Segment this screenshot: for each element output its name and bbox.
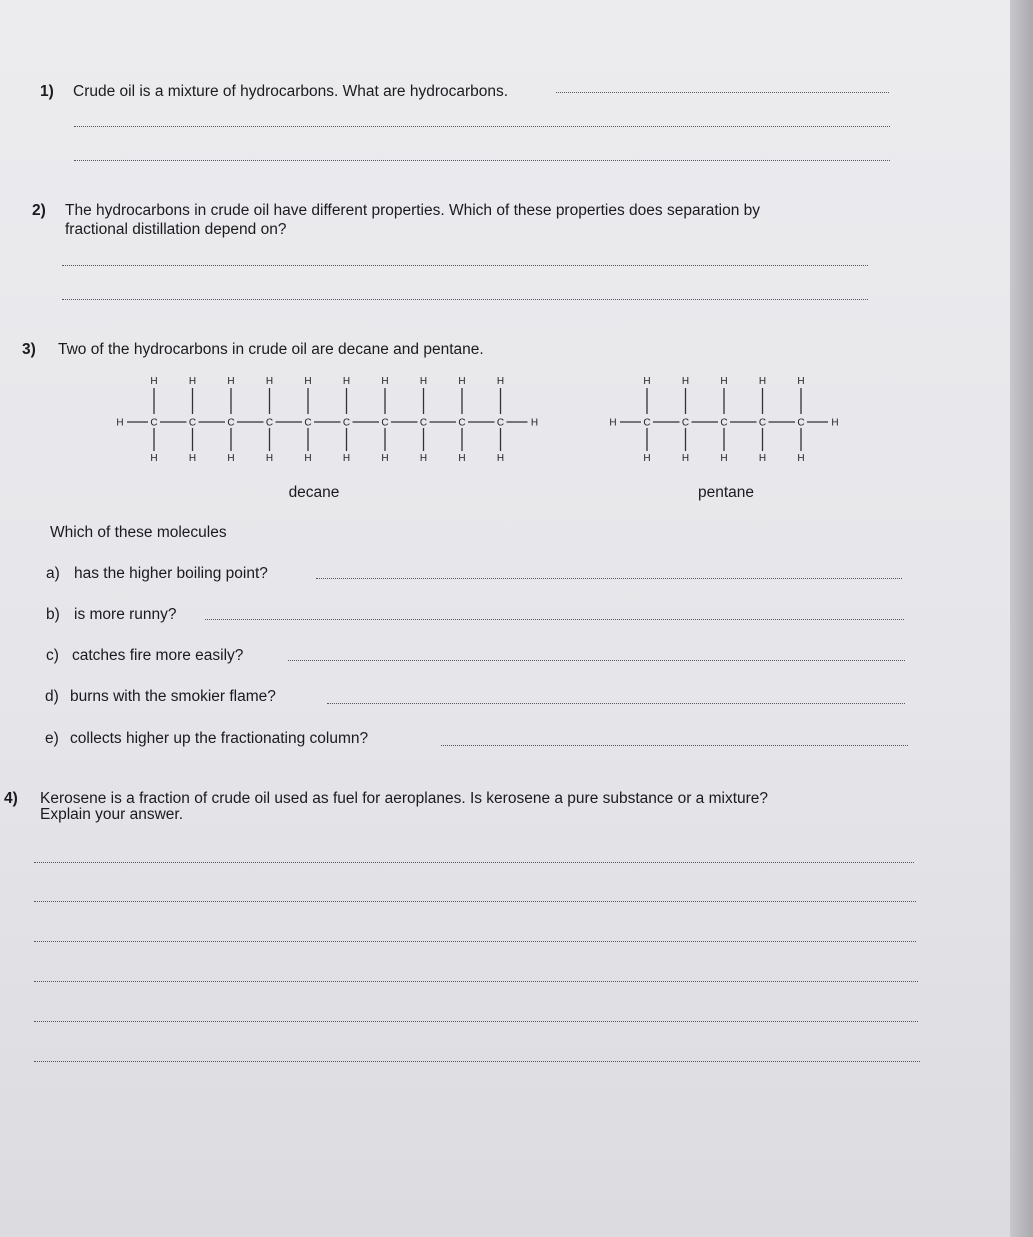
part-a-text: has the higher boiling point? — [74, 565, 268, 582]
question-2-number: 2) — [32, 202, 46, 219]
question-3-prompt-text: Which of these molecules — [50, 524, 227, 541]
pentane-h-bottom: H — [758, 453, 767, 464]
answer-line-2b[interactable] — [62, 299, 868, 300]
pentane-h-left: H — [609, 417, 617, 429]
part-e-letter: e) — [45, 730, 59, 747]
part-d-text: burns with the smokier flame? — [70, 688, 276, 705]
pentane-h-top: H — [681, 376, 690, 387]
answer-line-2a[interactable] — [62, 265, 868, 266]
answer-line-4a[interactable] — [34, 862, 914, 863]
page-edge — [1010, 0, 1033, 1237]
decane-h-top: H — [419, 376, 428, 387]
question-1-text: Crude oil is a mixture of hydrocarbons. What are hydrocarbons. — [73, 83, 509, 100]
decane-h-top: H — [342, 376, 351, 387]
question-2-text-line2: fractional distillation depend on? — [65, 221, 287, 238]
answer-line-4e[interactable] — [34, 1021, 918, 1022]
pentane-carbon: C — [720, 417, 728, 429]
part-a-letter: a) — [46, 565, 60, 582]
answer-line-4c[interactable] — [34, 941, 916, 942]
pentane-carbon: C — [758, 417, 767, 429]
decane-h-bottom: H — [265, 453, 274, 464]
pentane-h-top: H — [720, 376, 728, 387]
answer-line-3d[interactable] — [327, 703, 905, 704]
pentane-structure — [605, 374, 855, 466]
decane-h-bottom: H — [419, 453, 428, 464]
decane-h-top: H — [381, 376, 389, 387]
decane-h-top: H — [304, 376, 312, 387]
answer-line-3c[interactable] — [288, 660, 905, 661]
part-c-text: catches fire more easily? — [72, 647, 244, 664]
pentane-h-bottom: H — [681, 453, 690, 464]
answer-line-3a[interactable] — [316, 578, 902, 579]
decane-carbon: C — [304, 417, 312, 429]
part-c-letter: c) — [46, 647, 59, 664]
pentane-h-top: H — [758, 376, 767, 387]
decane-h-bottom: H — [381, 453, 389, 464]
answer-line-4b[interactable] — [34, 901, 916, 902]
decane-h-top: H — [265, 376, 274, 387]
decane-h-top: H — [150, 376, 158, 387]
decane-carbon: C — [419, 417, 428, 429]
decane-h-top: H — [458, 376, 466, 387]
part-d-letter: d) — [45, 688, 59, 705]
decane-carbon: C — [381, 417, 389, 429]
decane-h-bottom: H — [188, 453, 197, 464]
decane-label: decane — [288, 484, 340, 501]
pentane-h-bottom: H — [643, 453, 651, 464]
question-4-text-line1: Kerosene is a fraction of crude oil used as fuel for aeroplanes. Is kerosene a pure substance or a mixture? — [40, 790, 769, 807]
question-3-text: Two of the hydrocarbons in crude oil are decane and pentane. — [58, 341, 484, 358]
decane-structure — [112, 374, 552, 466]
decane-carbon: C — [150, 417, 158, 429]
part-b-text: is more runny? — [74, 606, 177, 623]
decane-carbon: C — [342, 417, 351, 429]
answer-line-1b[interactable] — [74, 126, 890, 127]
answer-line-3b[interactable] — [205, 619, 904, 620]
decane-carbon: C — [265, 417, 274, 429]
decane-h-bottom: H — [342, 453, 351, 464]
answer-line-4d[interactable] — [34, 981, 918, 982]
part-b-letter: b) — [46, 606, 60, 623]
pentane-h-bottom: H — [797, 453, 805, 464]
pentane-carbon: C — [643, 417, 651, 429]
pentane-label: pentane — [697, 484, 755, 501]
decane-h-bottom: H — [150, 453, 158, 464]
decane-h-bottom: H — [496, 453, 505, 464]
decane-h-top: H — [496, 376, 505, 387]
decane-h-bottom: H — [458, 453, 466, 464]
decane-h-top: H — [188, 376, 197, 387]
decane-h-left: H — [116, 417, 124, 429]
decane-carbon: C — [496, 417, 505, 429]
question-3-number: 3) — [22, 341, 36, 358]
answer-line-4f[interactable] — [34, 1061, 920, 1062]
pentane-h-bottom: H — [720, 453, 728, 464]
pentane-h-top: H — [797, 376, 805, 387]
decane-h-bottom: H — [227, 453, 235, 464]
part-e-text: collects higher up the fractionating column? — [70, 730, 369, 747]
decane-h-bottom: H — [304, 453, 312, 464]
answer-line-1a[interactable] — [556, 92, 889, 93]
answer-line-3e[interactable] — [441, 745, 908, 746]
question-1-number: 1) — [40, 83, 54, 100]
pentane-carbon: C — [681, 417, 690, 429]
pentane-h-top: H — [643, 376, 651, 387]
decane-carbon: C — [188, 417, 197, 429]
decane-h-right: H — [530, 417, 539, 429]
decane-carbon: C — [458, 417, 466, 429]
question-4-number: 4) — [4, 790, 18, 807]
pentane-h-right: H — [831, 417, 839, 429]
answer-line-1c[interactable] — [74, 160, 890, 161]
question-4-text-line2: Explain your answer. — [40, 806, 184, 823]
pentane-carbon: C — [797, 417, 805, 429]
decane-carbon: C — [227, 417, 235, 429]
question-2-text-line1: The hydrocarbons in crude oil have different properties. Which of these properties does separation by — [65, 202, 761, 219]
decane-h-top: H — [227, 376, 235, 387]
